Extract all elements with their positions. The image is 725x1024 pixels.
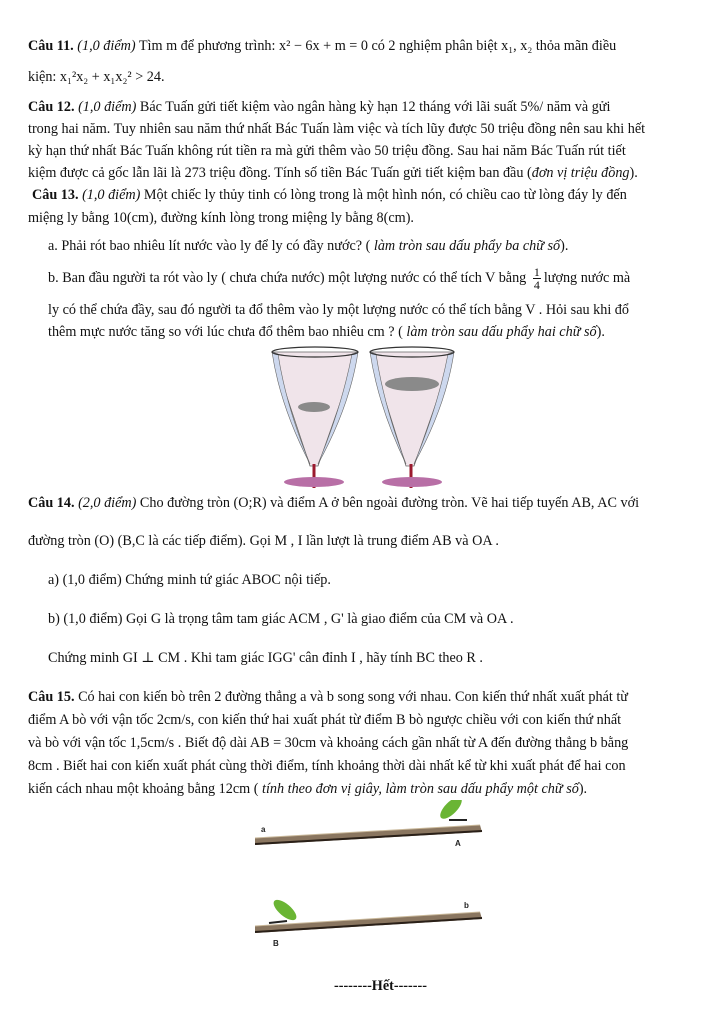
q15-text-3: và bò với vận tốc 1,5cm/s . Biết độ dài AB = 30cm và khoảng cách gần nhất từ A đến đường thẳng b bằng [28,735,629,751]
q15-line5 [28,780,587,798]
q13-part-a-text: a. Phải rót bao nhiêu lít nước vào ly để ly có đầy nước? ( [48,238,371,254]
q15-label: Câu 15. [28,689,75,705]
q12-line4 [28,164,638,182]
q14-text-1: Cho đường tròn (O;R) và điểm A ở bên ngoài đường tròn. Vẽ hai tiếp tuyến AB, AC với [136,495,640,511]
q14-points: (2,0 điểm) [78,495,137,511]
q13-part-b-end: ). [596,324,605,340]
q12-text-3: kỳ hạn thứ nhất Bác Tuấn không rút tiền ra mà gửi thêm vào 50 triệu đồng. Sau hai năm Bác Tuấn rút tiết [28,143,626,159]
q13-part-b-text-1: b. Ban đầu người ta rót vào ly ( chưa chứa nước) một lượng nước có thể tích V bằng [48,269,527,286]
q11-line1 [28,37,616,55]
q13-part-a-end: ). [560,238,569,254]
label-A: A [455,839,461,848]
branch-a [255,825,482,845]
q12-points: (1,0 điểm) [78,99,137,115]
ant-with-leaf-b [269,896,300,923]
glass-right [370,347,454,488]
q13-part-b-line1 [48,266,630,291]
q12-unit-note: đơn vị triệu đồng [531,165,630,181]
q13-part-b-text-3: thêm mực nước tăng so với lúc chưa đổ thêm bao nhiêu cm ? ( [48,324,403,340]
q14-part-b-1: b) (1,0 điểm) Gọi G là trọng tâm tam giác ACM , G' là giao điểm của CM và OA . [48,611,514,627]
q13-part-b-line3 [48,323,605,341]
ant-with-leaf-a [437,800,467,822]
label-b: b [464,901,469,910]
q13-label: Câu 13. [32,187,79,203]
q11-text-1: Tìm m để phương trình: x² − 6x + m = 0 có 2 nghiệm phân biệt x₁, x₂ thỏa mãn điều [135,38,617,54]
q15-line1 [28,688,628,706]
ants-on-branches-figure [255,800,495,960]
end-marker: --------Hết------- [334,978,427,994]
q13-part-b-text-1-end: lượng nước mà [543,269,631,286]
q13-text-2: miệng ly bằng 10(cm), đường kính lòng trong miệng ly bằng 8(cm). [28,210,414,226]
q14-line1 [28,494,639,512]
q13-line1 [32,186,627,204]
q12-text-4-end: ). [629,165,638,181]
q14-part-a: a) (1,0 điểm) Chứng minh tứ giác ABOC nội tiếp. [48,572,331,588]
label-B: B [273,939,279,948]
q15-text-5: kiến cách nhau một khoảng bằng 12cm ( [28,781,259,797]
q12-label: Câu 12. [28,99,75,115]
q15-text-5-end: ). [578,781,588,797]
q14-label: Câu 14. [28,495,75,511]
glass-left [272,347,358,488]
q12-text-4: kiệm được cả gốc lẫn lãi là 273 triệu đồng. Tính số tiền Bác Tuấn gửi tiết kiệm ban đầu ( [28,165,532,181]
q11-points: (1,0 điểm) [77,38,136,54]
q15-text-2: điểm A bò với vận tốc 2cm/s, con kiến thứ hai xuất phát từ điểm B bò ngược chiều với con kiến thứ nhất [28,712,622,728]
label-a: a [261,825,266,834]
wine-glasses-figure [270,346,460,488]
q13-part-a [48,237,568,255]
q11-label: Câu 11. [28,38,74,54]
q12-text-1: Bác Tuấn gửi tiết kiệm vào ngân hàng kỳ hạn 12 tháng với lãi suất 5%/ năm và gửi [136,99,611,115]
q14-part-b-2: Chứng minh GI ⊥ CM . Khi tam giác IGG' cân đỉnh I , hãy tính BC theo R . [48,650,483,666]
q13-part-a-note: làm tròn sau dấu phẩy ba chữ số [370,238,561,254]
q15-text-1: Có hai con kiến bò trên 2 đường thẳng a và b song song với nhau. Con kiến thứ nhất xuất phát từ [74,689,628,705]
q13-part-b-text-2: ly có thể chứa đầy, sau đó người ta đổ thêm vào ly một lượng nước có thể tích bằng V . Hỏi sau khi đổ [48,302,629,318]
q13-part-b-note: làm tròn sau dấu phẩy hai chữ số [402,324,597,340]
fraction-one-quarter [533,266,541,291]
fraction-numerator: 1 [533,265,540,279]
q13-points: (1,0 điểm) [82,187,141,203]
q12-text-2: trong hai năm. Tuy nhiên sau năm thứ nhất Bác Tuấn làm việc và tích lũy được 50 triệu đồng nên sau khi hết [28,121,646,137]
q14-text-2: đường tròn (O) (B,C là các tiếp điểm). Gọi M , I lần lượt là trung điểm AB và OA . [28,533,499,549]
q15-text-4: 8cm . Biết hai con kiến xuất phát cùng thời điểm, tính khoảng thời dài nhất kể từ khi xuất phát để hai con [28,758,626,774]
q15-note: tính theo đơn vị giây, làm tròn sau dấu phẩy một chữ số [258,781,579,797]
fraction-denominator: 4 [533,278,540,292]
q12-line1 [28,98,610,116]
q13-text-1: Một chiếc ly thủy tinh có lòng trong là một hình nón, có chiều cao từ lòng đáy ly đến [140,187,627,203]
q11-text-2: kiện: x₁²x₂ + x₁x₂² > 24. [28,69,165,85]
